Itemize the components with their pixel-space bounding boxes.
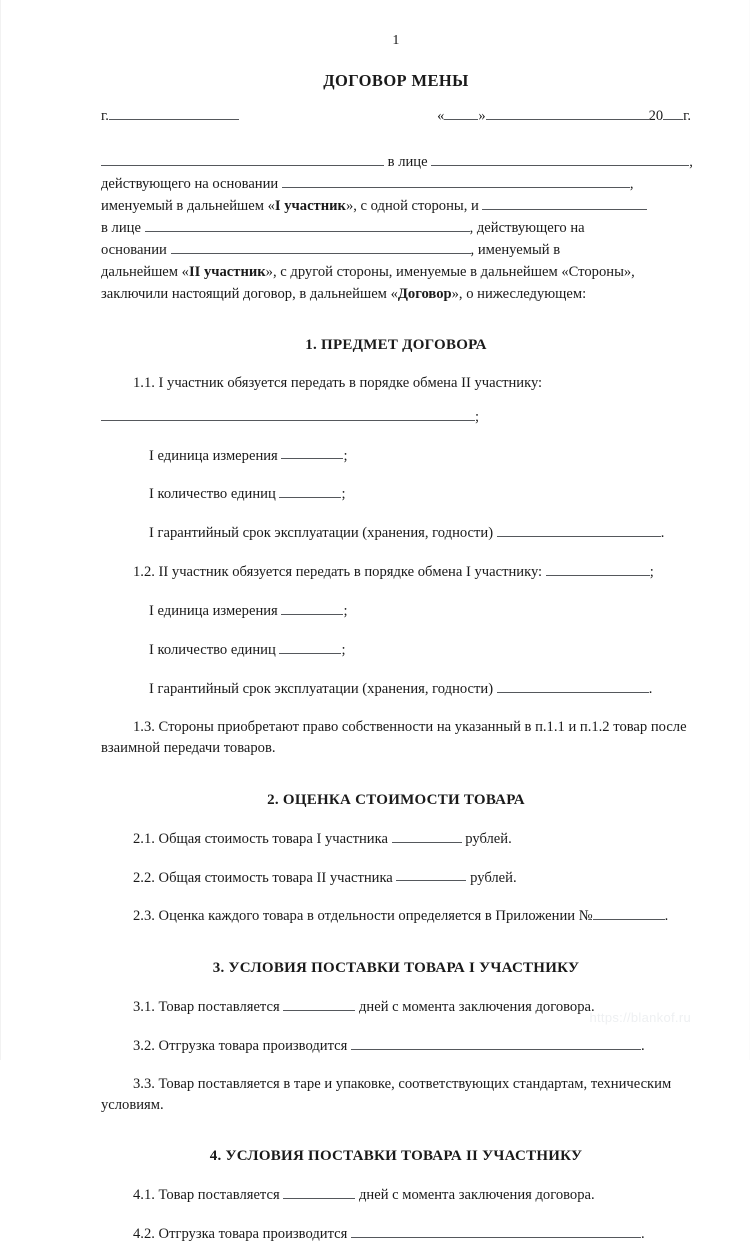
intro-line2-comma: , bbox=[629, 175, 634, 192]
clause-1-1-qty-blank[interactable] bbox=[279, 483, 341, 498]
clause-3-1-days-blank[interactable] bbox=[283, 996, 355, 1011]
clause-3-2-tail: . bbox=[640, 1037, 645, 1054]
intro-line-6 bbox=[101, 261, 691, 283]
clause-2-3-label: 2.3. Оценка каждого товара в отдельности определяется в Приложении № bbox=[133, 908, 593, 925]
clause-4-1 bbox=[101, 1184, 691, 1206]
clause-1-2-label: 1.2. II участник обязуется передать в порядке обмена I участнику: bbox=[133, 564, 543, 581]
clause-1-2-warranty-end: . bbox=[648, 680, 653, 697]
intro-line5-tail: , именуемый в bbox=[470, 241, 561, 258]
clause-3-2-shipping-blank[interactable] bbox=[351, 1035, 641, 1050]
year-blank[interactable] bbox=[663, 105, 683, 120]
clause-1-2-unit-end: ; bbox=[343, 602, 348, 619]
party2-person-blank[interactable] bbox=[145, 217, 470, 232]
clause-3-1-label: 3.1. Товар поставляется bbox=[133, 999, 280, 1016]
clause-2-1-amount-blank[interactable] bbox=[392, 828, 462, 843]
clause-1-2-semicolon: ; bbox=[649, 564, 654, 581]
clause-1-2 bbox=[101, 561, 691, 583]
clause-2-1-tail: рублей. bbox=[465, 830, 512, 847]
clause-1-1-goods-blank[interactable] bbox=[101, 406, 475, 421]
quote-close: » bbox=[478, 107, 486, 124]
clause-1-1-warranty-blank[interactable] bbox=[497, 522, 661, 537]
clause-1-1-warranty-label: I гарантийный срок эксплуатации (хранения, годности) bbox=[149, 525, 494, 542]
party1-label: I участник bbox=[274, 197, 346, 214]
intro-line1-comma: , bbox=[689, 153, 693, 170]
clause-2-3-tail: . bbox=[664, 908, 669, 925]
contract-label: Договор bbox=[397, 285, 452, 302]
clause-1-1-unit-blank[interactable] bbox=[281, 445, 343, 460]
date-group bbox=[437, 105, 691, 125]
clause-1-1-unit-end: ; bbox=[343, 447, 348, 464]
clause-2-3 bbox=[101, 905, 691, 927]
intro-paragraph bbox=[101, 151, 691, 305]
clause-1-2-unit-row bbox=[101, 600, 691, 622]
intro-line-7 bbox=[101, 283, 691, 305]
clause-1-2-unit-label: I единица измерения bbox=[149, 602, 278, 619]
clause-1-1-warranty-row bbox=[101, 522, 691, 544]
clause-1-2-goods-blank[interactable] bbox=[546, 561, 650, 576]
clause-1-2-qty-blank[interactable] bbox=[279, 639, 341, 654]
clause-1-1-unit-label: I единица измерения bbox=[149, 447, 278, 464]
clause-4-2 bbox=[101, 1223, 691, 1245]
city-blank[interactable] bbox=[109, 105, 239, 120]
clause-3-2-label: 3.2. Отгрузка товара производится bbox=[133, 1037, 348, 1054]
intro-line7-lead: заключили настоящий договор, в дальнейшем « bbox=[101, 285, 398, 302]
city-date-row bbox=[101, 105, 691, 125]
clause-1-2-unit-blank[interactable] bbox=[281, 600, 343, 615]
clause-2-2-amount-blank[interactable] bbox=[396, 867, 466, 882]
intro-line4-lead: в лице bbox=[101, 219, 141, 236]
intro-line-5 bbox=[101, 239, 691, 261]
year-prefix: 20 bbox=[648, 107, 664, 124]
clause-4-2-tail: . bbox=[640, 1225, 645, 1242]
clause-1-2-warranty-row bbox=[101, 678, 691, 700]
intro-line5-lead: основании bbox=[101, 241, 167, 258]
day-blank[interactable] bbox=[444, 105, 478, 120]
clause-2-3-appendix-blank[interactable] bbox=[593, 905, 665, 920]
page-number: 1 bbox=[392, 33, 400, 48]
clause-1-1: 1.1. I участник обязуется передать в порядке обмена II участнику: bbox=[133, 374, 543, 391]
city-label: г. bbox=[101, 107, 109, 124]
intro-line3-tail: », с одной стороны, и bbox=[345, 197, 479, 214]
clause-3-3: 3.3. Товар поставляется в таре и упаковке, соответствующих стандартам, техническим условиям. bbox=[101, 1075, 672, 1113]
clause-1-1-warranty-end: . bbox=[660, 525, 665, 542]
clause-1-2-qty-row bbox=[101, 639, 691, 661]
clause-1-3: 1.3. Стороны приобретают право собственности на указанный в п.1.1 и п.1.2 товар после взаимной передачи товаров. bbox=[101, 718, 687, 756]
clause-2-1-label: 2.1. Общая стоимость товара I участника bbox=[133, 830, 388, 847]
clause-1-2-qty-label: I количество единиц bbox=[149, 641, 276, 658]
clause-1-1-qty-end: ; bbox=[341, 486, 346, 503]
intro-line-4 bbox=[101, 217, 691, 239]
party1-org-blank[interactable] bbox=[101, 151, 384, 166]
clause-4-1-label: 4.1. Товар поставляется bbox=[133, 1186, 280, 1203]
year-suffix: г. bbox=[683, 107, 691, 124]
intro-line7-tail: », о нижеследующем: bbox=[451, 285, 587, 302]
clause-1-1-semicolon: ; bbox=[475, 408, 480, 425]
clause-3-1-tail: дней с момента заключения договора. bbox=[358, 999, 595, 1016]
intro-line-1 bbox=[101, 151, 691, 173]
party2-label: II участник bbox=[188, 263, 266, 280]
clause-1-2-warranty-blank[interactable] bbox=[497, 678, 649, 693]
intro-line2-lead: действующего на основании bbox=[101, 175, 279, 192]
clause-4-1-tail: дней с момента заключения договора. bbox=[358, 1186, 595, 1203]
clause-2-1 bbox=[101, 828, 691, 850]
clause-1-2-qty-end: ; bbox=[341, 641, 346, 658]
intro-line1-tail: в лице bbox=[387, 153, 428, 170]
site-watermark: https://blankof.ru bbox=[589, 1010, 691, 1025]
clause-2-2 bbox=[101, 867, 691, 889]
clause-1-1-unit-row bbox=[101, 445, 691, 467]
clause-2-2-label: 2.2. Общая стоимость товара II участника bbox=[133, 869, 393, 886]
clause-2-2-tail: рублей. bbox=[470, 869, 517, 886]
clause-1-1-goods-row bbox=[101, 406, 691, 428]
clause-1-2-warranty-label: I гарантийный срок эксплуатации (хранения, годности) bbox=[149, 680, 494, 697]
document-content bbox=[101, 0, 691, 1245]
section-title-3: 3. УСЛОВИЯ ПОСТАВКИ ТОВАРА I УЧАСТНИКУ bbox=[212, 960, 580, 977]
intro-line6-tail: », с другой стороны, именуемые в дальнейшем «Стороны», bbox=[265, 263, 635, 280]
section-title-4: 4. УСЛОВИЯ ПОСТАВКИ ТОВАРА II УЧАСТНИКУ bbox=[209, 1147, 583, 1164]
clause-4-2-shipping-blank[interactable] bbox=[351, 1223, 641, 1238]
intro-line3-lead: именуемый в дальнейшем « bbox=[101, 197, 275, 214]
clause-1-1-qty-label: I количество единиц bbox=[149, 486, 276, 503]
party1-basis-blank[interactable] bbox=[282, 173, 630, 188]
quote-open: « bbox=[437, 107, 445, 124]
document-title: ДОГОВОР МЕНЫ bbox=[323, 71, 469, 90]
party1-person-blank[interactable] bbox=[431, 151, 689, 166]
clause-1-1-qty-row bbox=[101, 483, 691, 505]
month-blank[interactable] bbox=[486, 105, 649, 120]
intro-line-3 bbox=[101, 195, 691, 217]
party2-org-blank[interactable] bbox=[482, 195, 647, 210]
clause-4-2-label: 4.2. Отгрузка товара производится bbox=[133, 1225, 348, 1242]
clause-4-1-days-blank[interactable] bbox=[283, 1184, 355, 1199]
party2-basis-blank[interactable] bbox=[171, 239, 471, 254]
section-title-1: 1. ПРЕДМЕТ ДОГОВОРА bbox=[305, 336, 487, 353]
intro-line4-tail: , действующего на bbox=[469, 219, 585, 236]
clause-3-2 bbox=[101, 1035, 691, 1057]
intro-line6-lead: дальнейшем « bbox=[101, 263, 189, 280]
section-title-2: 2. ОЦЕНКА СТОИМОСТИ ТОВАРА bbox=[267, 791, 525, 808]
intro-line-2 bbox=[101, 173, 691, 195]
